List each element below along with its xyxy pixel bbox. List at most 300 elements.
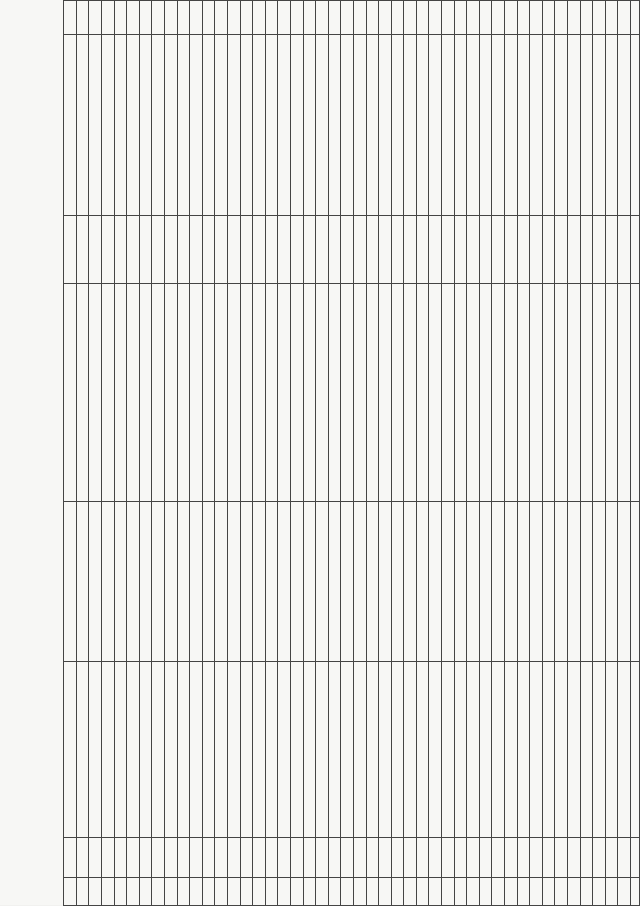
table-cell bbox=[618, 878, 631, 906]
table-cell bbox=[76, 502, 89, 662]
table-cell bbox=[442, 878, 455, 906]
table-cell bbox=[190, 878, 203, 906]
table-cell bbox=[76, 284, 89, 502]
table-cell bbox=[404, 838, 417, 878]
table-cell bbox=[479, 502, 492, 662]
table-cell bbox=[391, 1, 404, 35]
table-cell bbox=[102, 662, 115, 838]
table-cell bbox=[605, 502, 618, 662]
table-cell bbox=[492, 838, 505, 878]
table-cell bbox=[379, 216, 392, 284]
table-cell bbox=[341, 35, 354, 216]
table-cell bbox=[139, 502, 152, 662]
table-cell bbox=[177, 284, 190, 502]
table-cell bbox=[379, 662, 392, 838]
table-cell bbox=[467, 35, 480, 216]
table-cell bbox=[190, 1, 203, 35]
table-cell bbox=[177, 838, 190, 878]
table-cell bbox=[303, 662, 316, 838]
table-cell bbox=[215, 878, 228, 906]
table-cell bbox=[379, 878, 392, 906]
table-cell bbox=[316, 35, 329, 216]
table-cell bbox=[240, 216, 253, 284]
table-row bbox=[127, 1, 140, 906]
table-row bbox=[328, 1, 341, 906]
table-row bbox=[530, 1, 543, 906]
table-cell bbox=[152, 35, 165, 216]
table-cell bbox=[580, 662, 593, 838]
table-cell bbox=[530, 838, 543, 878]
table-cell bbox=[190, 838, 203, 878]
table-row bbox=[240, 1, 253, 906]
table-cell bbox=[429, 878, 442, 906]
table-cell bbox=[379, 284, 392, 502]
table-cell bbox=[114, 878, 127, 906]
table-row bbox=[429, 1, 442, 906]
table-cell bbox=[442, 502, 455, 662]
table-cell bbox=[316, 502, 329, 662]
table-cell bbox=[517, 1, 530, 35]
rotated-table bbox=[63, 0, 640, 905]
table-cell bbox=[454, 284, 467, 502]
table-cell bbox=[530, 1, 543, 35]
table-cell bbox=[102, 838, 115, 878]
table-cell bbox=[177, 35, 190, 216]
table-row bbox=[580, 1, 593, 906]
table-cell bbox=[253, 1, 266, 35]
table-row bbox=[542, 1, 555, 906]
table-cell bbox=[442, 284, 455, 502]
table-cell bbox=[290, 878, 303, 906]
table-cell bbox=[265, 35, 278, 216]
table-header-cell bbox=[631, 284, 640, 502]
registry-table bbox=[63, 0, 640, 906]
table-header-row bbox=[631, 1, 640, 906]
table-row bbox=[391, 1, 404, 906]
table-cell bbox=[278, 662, 291, 838]
table-row bbox=[316, 1, 329, 906]
table-row bbox=[479, 1, 492, 906]
table-cell bbox=[328, 838, 341, 878]
table-cell bbox=[442, 35, 455, 216]
table-cell bbox=[265, 838, 278, 878]
table-cell bbox=[303, 838, 316, 878]
table-cell bbox=[353, 502, 366, 662]
table-row bbox=[505, 1, 518, 906]
table-cell bbox=[152, 216, 165, 284]
table-cell bbox=[127, 284, 140, 502]
table-cell bbox=[127, 662, 140, 838]
table-cell bbox=[278, 284, 291, 502]
table-cell bbox=[555, 878, 568, 906]
table-cell bbox=[228, 502, 241, 662]
table-row bbox=[568, 1, 581, 906]
table-header-cell bbox=[631, 838, 640, 878]
table-cell bbox=[152, 838, 165, 878]
table-row bbox=[165, 1, 178, 906]
table-cell bbox=[328, 662, 341, 838]
table-cell bbox=[593, 838, 606, 878]
table-cell bbox=[542, 662, 555, 838]
table-cell bbox=[404, 662, 417, 838]
table-cell bbox=[190, 502, 203, 662]
table-cell bbox=[505, 1, 518, 35]
table-row bbox=[114, 1, 127, 906]
table-cell bbox=[404, 502, 417, 662]
table-cell bbox=[505, 838, 518, 878]
table-cell bbox=[416, 284, 429, 502]
table-cell bbox=[366, 502, 379, 662]
table-cell bbox=[517, 35, 530, 216]
table-cell bbox=[265, 502, 278, 662]
table-cell bbox=[605, 216, 618, 284]
table-cell bbox=[278, 1, 291, 35]
table-cell bbox=[102, 216, 115, 284]
table-cell bbox=[593, 284, 606, 502]
table-cell bbox=[492, 502, 505, 662]
table-row bbox=[341, 1, 354, 906]
table-cell bbox=[517, 878, 530, 906]
table-cell bbox=[316, 216, 329, 284]
table-cell bbox=[177, 662, 190, 838]
table-cell bbox=[429, 838, 442, 878]
table-cell bbox=[139, 35, 152, 216]
table-body bbox=[64, 1, 640, 906]
table-cell bbox=[542, 502, 555, 662]
table-cell bbox=[165, 838, 178, 878]
table-cell bbox=[580, 878, 593, 906]
table-cell bbox=[139, 284, 152, 502]
table-cell bbox=[328, 502, 341, 662]
table-cell bbox=[555, 284, 568, 502]
table-cell bbox=[605, 1, 618, 35]
table-cell bbox=[177, 1, 190, 35]
table-cell bbox=[240, 838, 253, 878]
table-row bbox=[605, 1, 618, 906]
table-cell bbox=[190, 35, 203, 216]
table-cell bbox=[429, 216, 442, 284]
table-cell bbox=[492, 662, 505, 838]
table-cell bbox=[114, 502, 127, 662]
table-cell bbox=[290, 1, 303, 35]
table-cell bbox=[429, 35, 442, 216]
table-cell bbox=[316, 838, 329, 878]
table-cell bbox=[64, 35, 77, 216]
table-cell bbox=[492, 1, 505, 35]
table-cell bbox=[442, 1, 455, 35]
table-cell bbox=[64, 284, 77, 502]
table-header-cell bbox=[631, 35, 640, 216]
table-row bbox=[89, 1, 102, 906]
table-cell bbox=[568, 1, 581, 35]
table-cell bbox=[404, 35, 417, 216]
table-row bbox=[177, 1, 190, 906]
table-cell bbox=[593, 662, 606, 838]
table-cell bbox=[517, 662, 530, 838]
table-cell bbox=[202, 216, 215, 284]
table-cell bbox=[353, 838, 366, 878]
table-cell bbox=[404, 216, 417, 284]
table-cell bbox=[505, 662, 518, 838]
table-cell bbox=[391, 662, 404, 838]
table-row bbox=[303, 1, 316, 906]
table-cell bbox=[139, 838, 152, 878]
table-cell bbox=[303, 284, 316, 502]
table-cell bbox=[467, 662, 480, 838]
table-cell bbox=[517, 284, 530, 502]
table-cell bbox=[290, 35, 303, 216]
table-cell bbox=[555, 662, 568, 838]
table-cell bbox=[530, 502, 543, 662]
table-cell bbox=[127, 838, 140, 878]
table-cell bbox=[505, 35, 518, 216]
table-cell bbox=[89, 284, 102, 502]
table-cell bbox=[593, 216, 606, 284]
table-cell bbox=[580, 284, 593, 502]
table-row bbox=[76, 1, 89, 906]
table-cell bbox=[253, 878, 266, 906]
table-cell bbox=[479, 838, 492, 878]
table-cell bbox=[76, 35, 89, 216]
table-cell bbox=[114, 35, 127, 216]
table-row bbox=[618, 1, 631, 906]
table-cell bbox=[265, 216, 278, 284]
table-cell bbox=[505, 878, 518, 906]
table-cell bbox=[391, 35, 404, 216]
table-cell bbox=[89, 662, 102, 838]
table-cell bbox=[328, 35, 341, 216]
table-cell bbox=[353, 662, 366, 838]
table-cell bbox=[479, 662, 492, 838]
table-cell bbox=[89, 216, 102, 284]
table-cell bbox=[165, 35, 178, 216]
table-cell bbox=[64, 838, 77, 878]
table-row bbox=[278, 1, 291, 906]
table-cell bbox=[215, 502, 228, 662]
table-cell bbox=[114, 1, 127, 35]
table-row bbox=[492, 1, 505, 906]
table-header-cell bbox=[631, 502, 640, 662]
table-cell bbox=[353, 216, 366, 284]
table-cell bbox=[202, 838, 215, 878]
table-cell bbox=[152, 662, 165, 838]
table-cell bbox=[303, 1, 316, 35]
table-cell bbox=[316, 662, 329, 838]
table-header-cell bbox=[631, 1, 640, 35]
table-cell bbox=[618, 35, 631, 216]
table-cell bbox=[190, 216, 203, 284]
table-cell bbox=[165, 878, 178, 906]
table-cell bbox=[278, 35, 291, 216]
table-cell bbox=[454, 1, 467, 35]
table-cell bbox=[265, 662, 278, 838]
table-cell bbox=[341, 1, 354, 35]
table-cell bbox=[580, 216, 593, 284]
table-cell bbox=[253, 35, 266, 216]
table-cell bbox=[492, 35, 505, 216]
table-row bbox=[353, 1, 366, 906]
table-cell bbox=[467, 216, 480, 284]
table-cell bbox=[139, 662, 152, 838]
table-cell bbox=[202, 1, 215, 35]
table-cell bbox=[177, 216, 190, 284]
table-cell bbox=[580, 1, 593, 35]
table-cell bbox=[139, 878, 152, 906]
table-cell bbox=[240, 35, 253, 216]
table-cell bbox=[530, 35, 543, 216]
table-row bbox=[517, 1, 530, 906]
table-cell bbox=[152, 502, 165, 662]
table-cell bbox=[215, 1, 228, 35]
table-row bbox=[152, 1, 165, 906]
table-row bbox=[290, 1, 303, 906]
table-cell bbox=[618, 502, 631, 662]
table-cell bbox=[618, 216, 631, 284]
table-cell bbox=[467, 878, 480, 906]
table-cell bbox=[303, 35, 316, 216]
table-cell bbox=[303, 878, 316, 906]
table-cell bbox=[542, 284, 555, 502]
table-header-cell bbox=[631, 878, 640, 906]
table-cell bbox=[64, 878, 77, 906]
table-cell bbox=[618, 1, 631, 35]
table-row bbox=[366, 1, 379, 906]
table-cell bbox=[278, 838, 291, 878]
table-row bbox=[253, 1, 266, 906]
table-cell bbox=[479, 35, 492, 216]
table-cell bbox=[366, 35, 379, 216]
table-cell bbox=[328, 1, 341, 35]
table-cell bbox=[479, 878, 492, 906]
table-cell bbox=[568, 35, 581, 216]
table-cell bbox=[416, 838, 429, 878]
table-cell bbox=[353, 878, 366, 906]
table-cell bbox=[240, 662, 253, 838]
table-row bbox=[379, 1, 392, 906]
table-row bbox=[442, 1, 455, 906]
table-cell bbox=[102, 1, 115, 35]
table-row bbox=[555, 1, 568, 906]
table-cell bbox=[316, 1, 329, 35]
table-cell bbox=[517, 838, 530, 878]
table-cell bbox=[139, 216, 152, 284]
table-cell bbox=[89, 1, 102, 35]
table-cell bbox=[202, 35, 215, 216]
table-row bbox=[265, 1, 278, 906]
table-cell bbox=[76, 878, 89, 906]
table-cell bbox=[253, 838, 266, 878]
table-cell bbox=[542, 838, 555, 878]
table-cell bbox=[366, 284, 379, 502]
table-cell bbox=[202, 662, 215, 838]
table-cell bbox=[265, 284, 278, 502]
table-cell bbox=[416, 35, 429, 216]
table-cell bbox=[114, 216, 127, 284]
table-cell bbox=[542, 1, 555, 35]
table-cell bbox=[165, 216, 178, 284]
table-cell bbox=[580, 502, 593, 662]
table-row bbox=[593, 1, 606, 906]
table-cell bbox=[76, 1, 89, 35]
table-row bbox=[102, 1, 115, 906]
table-cell bbox=[328, 284, 341, 502]
table-cell bbox=[253, 216, 266, 284]
table-cell bbox=[89, 35, 102, 216]
table-cell bbox=[618, 838, 631, 878]
table-cell bbox=[542, 878, 555, 906]
table-cell bbox=[379, 1, 392, 35]
table-cell bbox=[391, 878, 404, 906]
table-cell bbox=[165, 502, 178, 662]
table-cell bbox=[593, 502, 606, 662]
table-cell bbox=[442, 662, 455, 838]
table-cell bbox=[240, 878, 253, 906]
table-cell bbox=[240, 502, 253, 662]
table-cell bbox=[152, 878, 165, 906]
table-cell bbox=[341, 502, 354, 662]
table-cell bbox=[177, 502, 190, 662]
table-cell bbox=[64, 502, 77, 662]
table-cell bbox=[102, 502, 115, 662]
table-cell bbox=[190, 284, 203, 502]
table-cell bbox=[454, 216, 467, 284]
table-row bbox=[190, 1, 203, 906]
table-cell bbox=[505, 502, 518, 662]
table-cell bbox=[479, 216, 492, 284]
table-cell bbox=[290, 216, 303, 284]
table-cell bbox=[303, 216, 316, 284]
table-cell bbox=[454, 662, 467, 838]
table-cell bbox=[517, 502, 530, 662]
table-cell bbox=[228, 878, 241, 906]
table-cell bbox=[240, 1, 253, 35]
table-cell bbox=[341, 216, 354, 284]
table-cell bbox=[555, 35, 568, 216]
table-row bbox=[454, 1, 467, 906]
table-cell bbox=[152, 1, 165, 35]
table-row bbox=[64, 1, 77, 906]
table-cell bbox=[328, 216, 341, 284]
table-cell bbox=[568, 502, 581, 662]
table-cell bbox=[240, 284, 253, 502]
table-cell bbox=[505, 284, 518, 502]
table-cell bbox=[102, 284, 115, 502]
table-cell bbox=[416, 1, 429, 35]
table-cell bbox=[316, 878, 329, 906]
table-cell bbox=[265, 878, 278, 906]
table-cell bbox=[290, 502, 303, 662]
table-cell bbox=[76, 662, 89, 838]
table-row bbox=[404, 1, 417, 906]
table-cell bbox=[228, 35, 241, 216]
table-cell bbox=[492, 878, 505, 906]
table-cell bbox=[177, 878, 190, 906]
table-cell bbox=[114, 838, 127, 878]
table-cell bbox=[253, 284, 266, 502]
table-cell bbox=[228, 284, 241, 502]
table-cell bbox=[190, 662, 203, 838]
table-header-cell bbox=[631, 662, 640, 838]
table-cell bbox=[76, 216, 89, 284]
table-cell bbox=[341, 838, 354, 878]
table-cell bbox=[341, 284, 354, 502]
table-cell bbox=[76, 838, 89, 878]
table-header-cell bbox=[631, 216, 640, 284]
table-cell bbox=[542, 35, 555, 216]
table-cell bbox=[366, 878, 379, 906]
table-cell bbox=[102, 35, 115, 216]
table-cell bbox=[429, 1, 442, 35]
